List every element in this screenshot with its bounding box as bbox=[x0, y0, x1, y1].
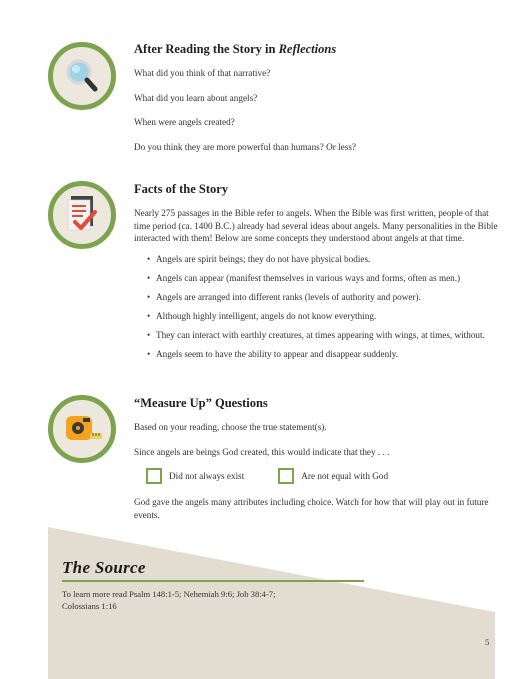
checkbox[interactable] bbox=[278, 468, 294, 484]
source-title: The Source bbox=[62, 558, 146, 577]
measure-prompt: Since angels are beings God created, this would indicate that they . . . bbox=[134, 446, 390, 457]
section-after-reading bbox=[134, 42, 498, 165]
list-item: • Although highly intelligent, angels do not know everything. bbox=[156, 310, 498, 322]
choice-did-not-always-exist[interactable] bbox=[146, 468, 244, 484]
section2-title: Facts of the Story bbox=[134, 182, 229, 196]
list-item: • Angels seem to have the ability to appear and disappear suddenly. bbox=[156, 348, 498, 360]
tape-measure-icon bbox=[53, 400, 111, 458]
section3-icon-circle bbox=[48, 395, 116, 463]
list-item: • Angels are arranged into different ranks (levels of authority and power). bbox=[156, 291, 498, 303]
question-3: When were angels created? bbox=[134, 117, 235, 127]
choice-not-equal-with-god[interactable] bbox=[278, 468, 388, 484]
answer-choices bbox=[146, 468, 498, 484]
section-measure-up bbox=[134, 396, 498, 533]
section1-icon-circle bbox=[48, 42, 116, 110]
facts-list bbox=[134, 253, 498, 360]
measure-instruction: Based on your reading, choose the true statement(s). bbox=[134, 422, 327, 432]
magnifying-glass-icon bbox=[53, 47, 111, 105]
section2-icon-circle bbox=[48, 181, 116, 249]
section3-title: “Measure Up” Questions bbox=[134, 396, 268, 410]
question-1: What did you think of that narrative? bbox=[134, 68, 271, 78]
question-2: What did you learn about angels? bbox=[134, 92, 258, 103]
question-4: Do you think they are more powerful than humans? Or less? bbox=[134, 141, 356, 152]
checklist-document-icon bbox=[53, 186, 111, 244]
facts-intro: Nearly 275 passages in the Bible refer to angels. When the Bible was first written, people of that time period (ca. 1400 B.C.) already had several ideas about angels. Many personalities in the Bible interacted with them! Below are some concepts they understood about angels at that time. bbox=[134, 208, 498, 243]
section1-title: After Reading the Story in Reflections bbox=[134, 42, 337, 56]
section-facts bbox=[134, 182, 498, 367]
choice-label: Are not equal with God bbox=[301, 471, 389, 481]
source-divider bbox=[62, 580, 364, 582]
page-number: 5 bbox=[485, 637, 490, 647]
list-item: • Angels can appear (manifest themselves in various ways and forms, often as men.) bbox=[156, 272, 498, 284]
checkbox[interactable] bbox=[146, 468, 162, 484]
list-item: • They can interact with earthly creatures, at times appearing with wings, at times, without. bbox=[156, 329, 498, 341]
source-text: To learn more read Psalm 148:1-5; Nehemiah 9:6; Job 38:4-7; Colossians 1:16 bbox=[62, 589, 276, 611]
list-item: • Angels are spirit beings; they do not have physical bodies. bbox=[156, 253, 498, 265]
choice-label: Did not always exist bbox=[169, 471, 245, 481]
measure-closing: God gave the angels many attributes including choice. Watch for how that will play out in future events. bbox=[134, 497, 489, 520]
